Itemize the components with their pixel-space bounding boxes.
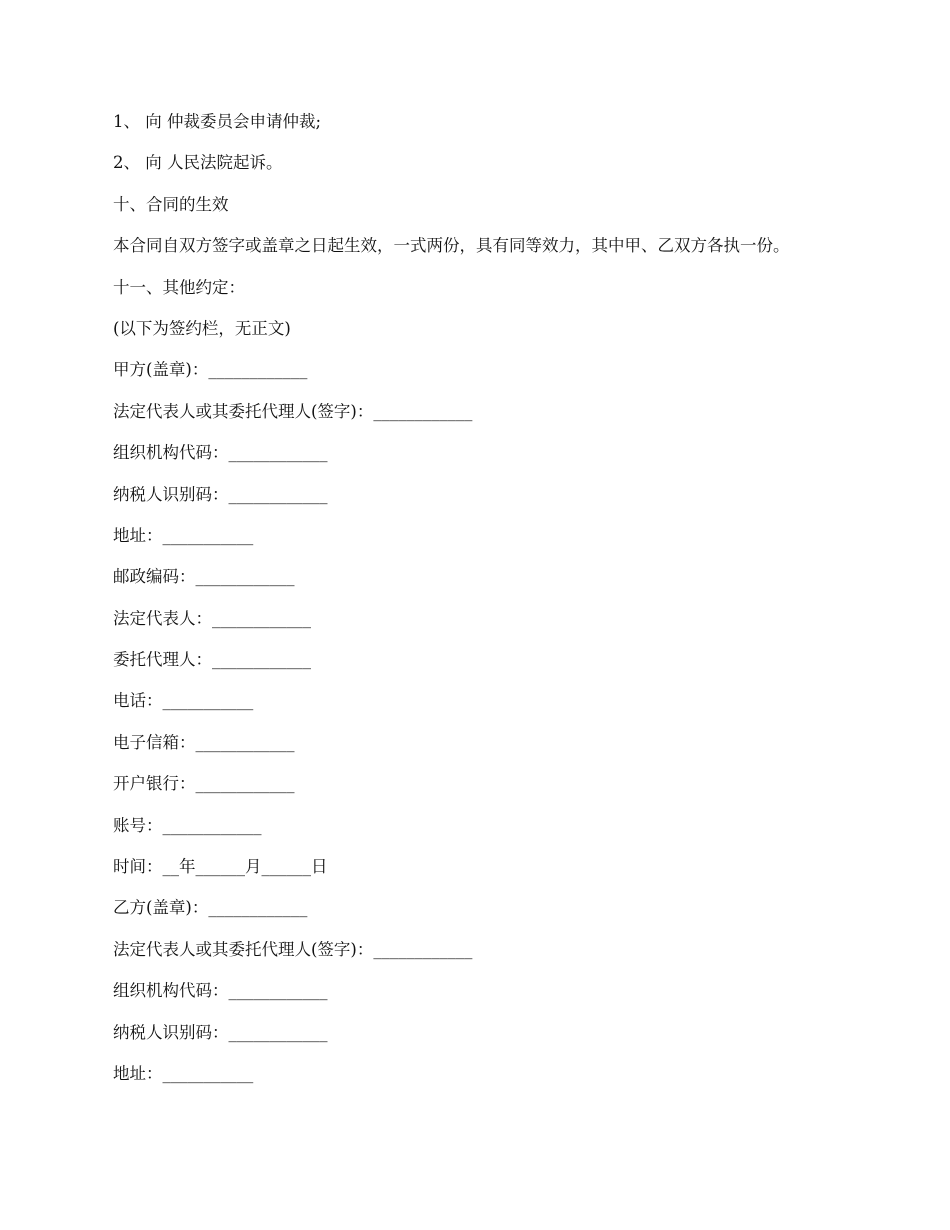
party-a-date-field: 时间：__年______月______日 (113, 857, 328, 877)
party-a-legal-rep-field: 法定代表人：____________ (113, 608, 311, 628)
party-a-org-code-field: 组织机构代码：____________ (113, 443, 328, 463)
party-a-bank-field: 开户银行：____________ (113, 774, 295, 794)
party-b-representative-field: 法定代表人或其委托代理人(签字)：____________ (113, 939, 473, 959)
party-a-address-field: 地址：___________ (113, 525, 254, 545)
effectiveness-paragraph: 本合同自双方签字或盖章之日起生效，一式两份，具有同等效力，其中甲、乙双方各执一份。 (113, 236, 790, 256)
party-a-phone-field: 电话：___________ (113, 691, 254, 711)
document-page (113, 111, 843, 1104)
section-heading-other-terms: 十一、其他约定： (113, 277, 245, 297)
signature-notice: (以下为签约栏，无正文) (113, 318, 291, 338)
party-b-address-field: 地址：___________ (113, 1063, 254, 1083)
party-a-agent-field: 委托代理人：____________ (113, 650, 311, 670)
party-a-seal-field: 甲方(盖章)：____________ (113, 360, 308, 380)
party-b-taxpayer-id-field: 纳税人识别码：____________ (113, 1022, 328, 1042)
section-heading-effectiveness: 十、合同的生效 (113, 194, 229, 214)
party-a-account-field: 账号：____________ (113, 815, 262, 835)
clause-arbitration: 1、 向 仲裁委员会申请仲裁; (113, 112, 322, 131)
party-a-representative-field: 法定代表人或其委托代理人(签字)：____________ (113, 401, 473, 421)
party-a-postcode-field: 邮政编码：____________ (113, 567, 295, 587)
clause-litigation: 2、 向 人民法院起诉。 (113, 153, 283, 173)
party-b-seal-field: 乙方(盖章)：____________ (113, 898, 308, 918)
party-b-org-code-field: 组织机构代码：____________ (113, 981, 328, 1001)
party-a-email-field: 电子信箱：____________ (113, 732, 295, 752)
party-a-taxpayer-id-field: 纳税人识别码：____________ (113, 484, 328, 504)
